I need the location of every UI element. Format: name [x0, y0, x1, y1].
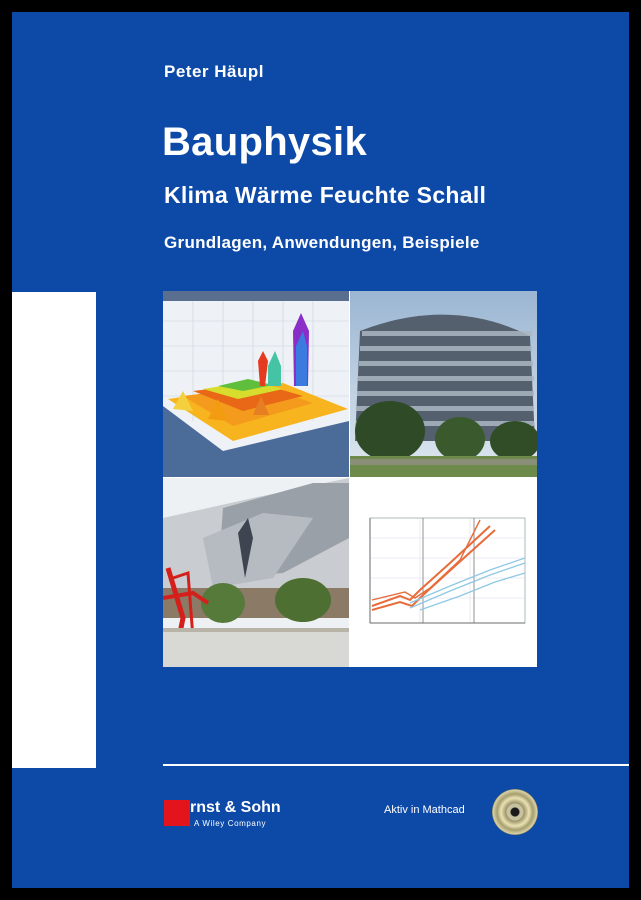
glass-building-photo: [350, 291, 537, 477]
author-name: Peter Häupl: [164, 62, 264, 81]
publisher-logo: [164, 797, 324, 837]
book-subtitle: Klima Wärme Feuchte Schall: [164, 182, 487, 208]
book-subtitle-secondary: Grundlagen, Anwendungen, Beispiele: [164, 233, 480, 252]
publisher-name: rnst & Sohn: [190, 799, 281, 816]
cd-label: Aktiv in Mathcad: [384, 804, 465, 816]
image-collage: [163, 291, 537, 667]
line-diagram-image: [350, 478, 537, 667]
museum-building-photo: [163, 478, 349, 667]
3d-surface-plot-image: [163, 291, 349, 477]
divider-line: [163, 764, 629, 766]
white-strip: [12, 292, 96, 768]
publisher-logo-mark: [164, 800, 190, 826]
book-cover: [12, 12, 629, 888]
book-title: Bauphysik: [162, 120, 367, 164]
cd-rom-icon: [492, 789, 538, 835]
publisher-tagline: A Wiley Company: [194, 819, 267, 828]
